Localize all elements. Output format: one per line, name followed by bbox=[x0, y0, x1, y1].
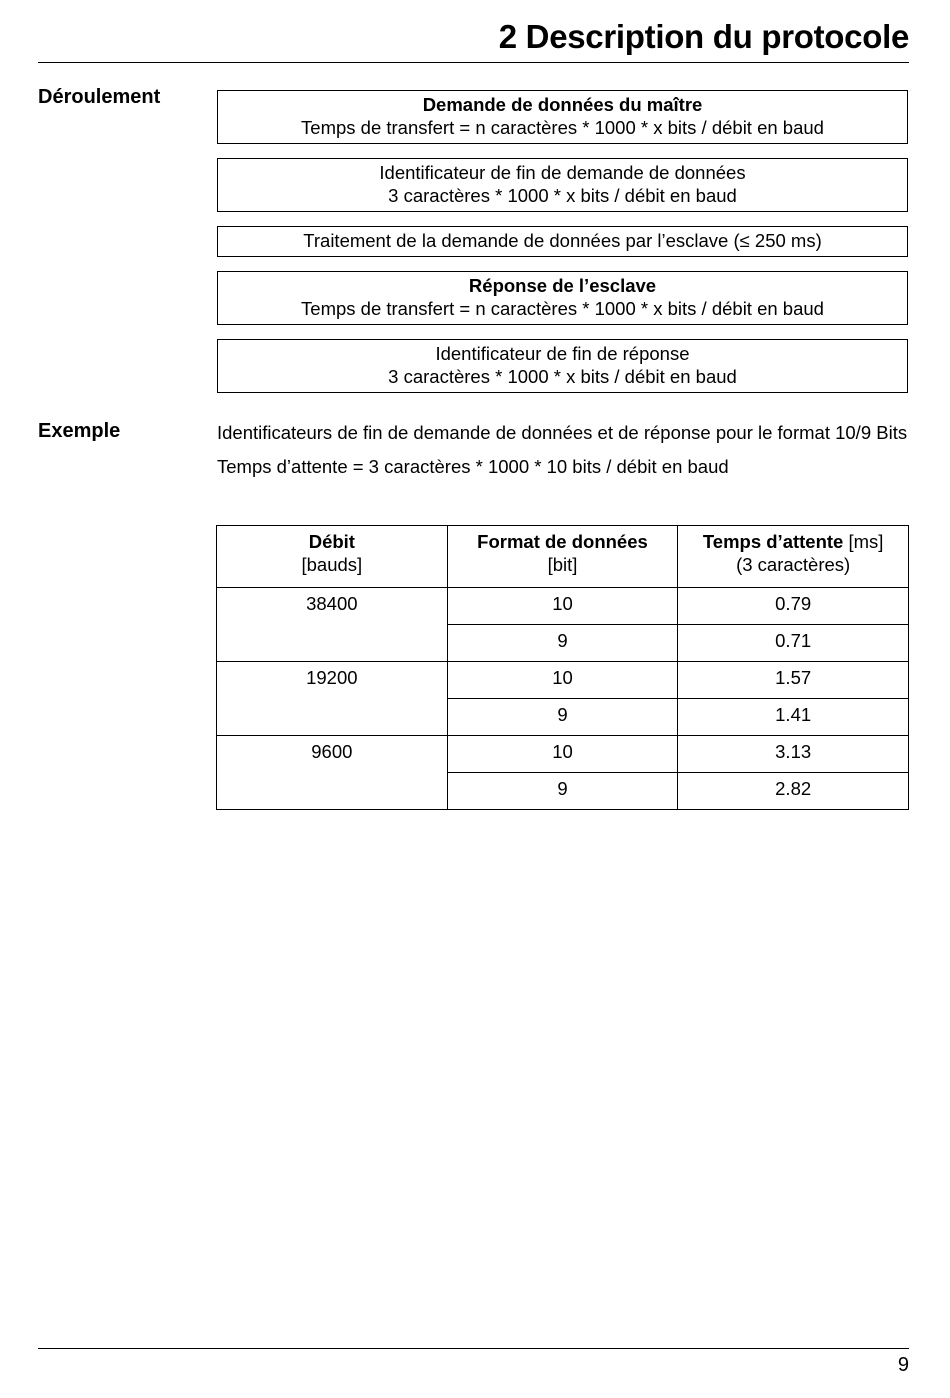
flow-step-text: Temps de transfert = n caractères * 1000 * x bits / débit en baud bbox=[301, 117, 824, 138]
header-divider bbox=[38, 62, 909, 63]
column-header-wait: Temps d’attente [ms] (3 caractères) bbox=[678, 526, 909, 588]
flow-step-slave-processing bbox=[217, 226, 908, 257]
flow-step-title: Réponse de l’esclave bbox=[468, 275, 657, 296]
cell-wait: 0.79 bbox=[678, 588, 909, 625]
sequence-flow bbox=[217, 90, 908, 393]
example-intro: Identificateurs de fin de demande de données et de réponse pour le format 10/9 Bits bbox=[217, 422, 908, 443]
section-label-example: Exemple bbox=[38, 420, 121, 442]
page-number: 9 bbox=[897, 1354, 909, 1376]
flow-step-text: 3 caractères * 1000 * x bits / débit en baud bbox=[388, 185, 737, 206]
flow-step-response-end-identifier bbox=[217, 339, 908, 393]
cell-wait: 1.41 bbox=[678, 699, 909, 736]
example-text bbox=[217, 421, 908, 478]
table-row bbox=[217, 588, 909, 625]
table-row bbox=[217, 736, 909, 773]
flow-step-text: Identificateur de fin de demande de données bbox=[379, 162, 746, 183]
cell-format: 9 bbox=[447, 773, 678, 810]
flow-step-text: Temps de transfert = n caractères * 1000 * x bits / débit en baud bbox=[301, 298, 824, 319]
cell-format: 10 bbox=[447, 588, 678, 625]
example-formula: Temps d’attente = 3 caractères * 1000 * 10 bits / débit en baud bbox=[217, 456, 729, 477]
cell-wait: 3.13 bbox=[678, 736, 909, 773]
cell-format: 10 bbox=[447, 662, 678, 699]
flow-step-title: Demande de données du maître bbox=[422, 94, 703, 115]
flow-step-slave-response bbox=[217, 271, 908, 325]
flow-step-master-request bbox=[217, 90, 908, 144]
page-title: 2 Description du protocole bbox=[498, 18, 909, 55]
column-header-rate: Débit [bauds] bbox=[217, 526, 448, 588]
flow-step-text: Traitement de la demande de données par l’esclave (≤ 250 ms) bbox=[303, 230, 822, 251]
flow-step-text: 3 caractères * 1000 * x bits / débit en baud bbox=[388, 366, 737, 387]
cell-format: 9 bbox=[447, 699, 678, 736]
cell-format: 10 bbox=[447, 736, 678, 773]
table-row bbox=[217, 662, 909, 699]
flow-step-text: Identificateur de fin de réponse bbox=[435, 343, 690, 364]
cell-wait: 0.71 bbox=[678, 625, 909, 662]
column-header-format: Format de données [bit] bbox=[447, 526, 678, 588]
cell-wait: 1.57 bbox=[678, 662, 909, 699]
wait-time-table bbox=[216, 525, 909, 810]
cell-rate: 38400 bbox=[217, 588, 448, 662]
cell-wait: 2.82 bbox=[678, 773, 909, 810]
cell-rate: 19200 bbox=[217, 662, 448, 736]
cell-rate: 9600 bbox=[217, 736, 448, 810]
footer-divider bbox=[38, 1348, 909, 1349]
table-header-row bbox=[217, 526, 909, 588]
flow-step-request-end-identifier bbox=[217, 158, 908, 212]
section-label-sequence: Déroulement bbox=[38, 86, 161, 108]
cell-format: 9 bbox=[447, 625, 678, 662]
